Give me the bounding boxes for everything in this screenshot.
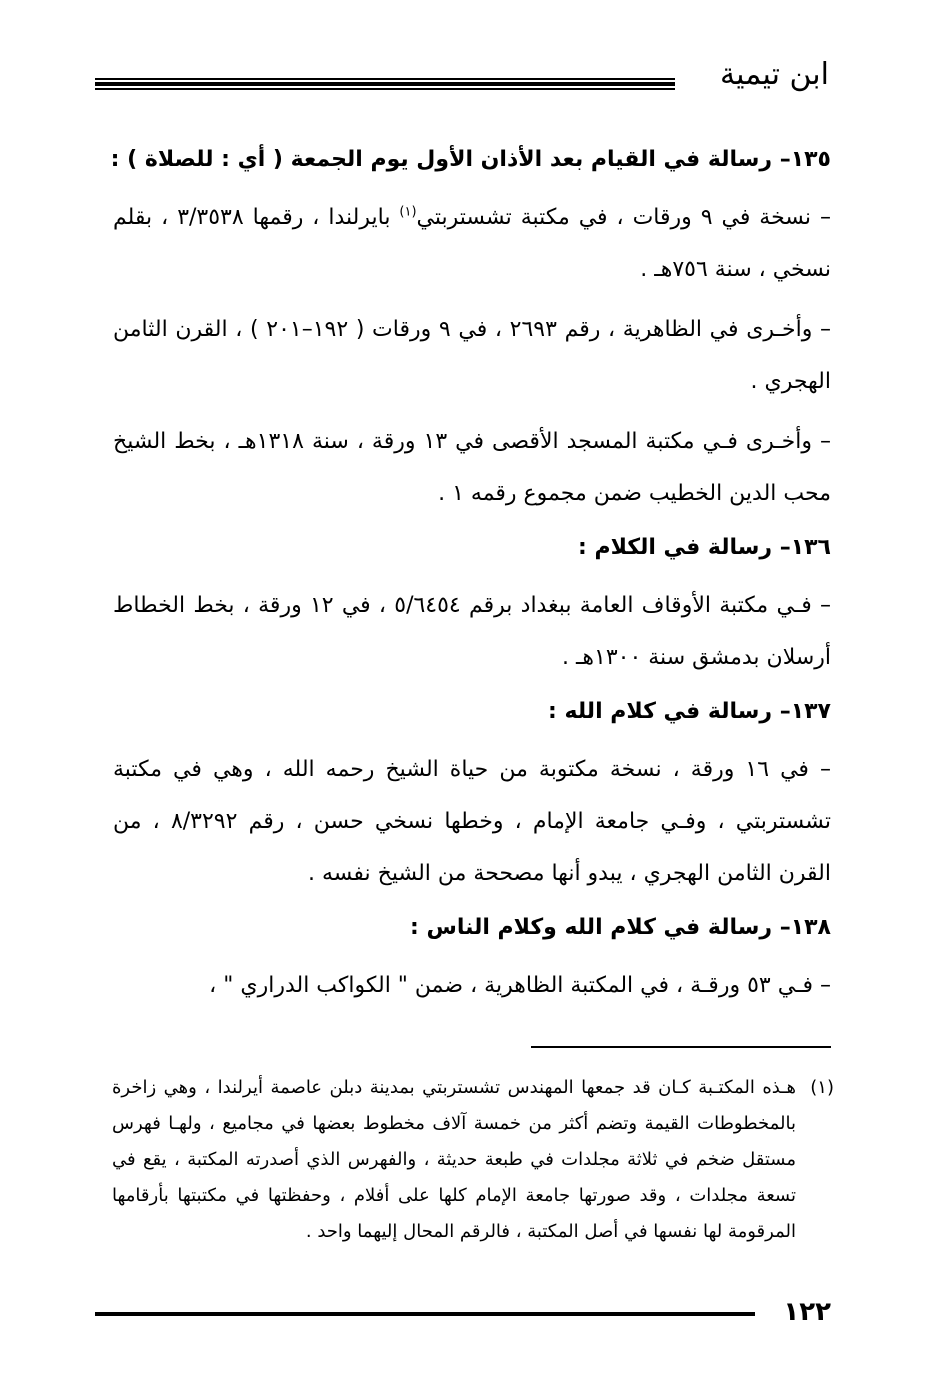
footnote xyxy=(112,1070,834,1250)
entry-paragraph: – وأخـرى فـي مكتبة المسجد الأقصى في ١٣ ورقة ، سنة ١٣١٨هـ ، بخط الشيخ محب الدين الخطيب ضمن مجموع رقمه ١ . xyxy=(113,429,831,506)
header-rule-line xyxy=(95,82,675,86)
footnotes xyxy=(112,1070,834,1250)
entry-heading: ١٣٥– رسالة في القيام بعد الأذان الأول يوم الجمعة ( أي : للصلاة ) : xyxy=(110,147,831,172)
entry-135 xyxy=(110,140,832,520)
entry-paragraph xyxy=(113,192,831,296)
entry-heading: ١٣٨– رسالة في كلام الله وكلام الناس : xyxy=(410,915,831,940)
footnote-reference: (١) xyxy=(399,204,417,220)
header-rule xyxy=(95,78,675,90)
running-header-title: ابن تيمية xyxy=(720,57,829,92)
page-number: ١٢٢ xyxy=(783,1297,831,1327)
footnote-separator xyxy=(531,1046,831,1048)
paragraph-text: – نسخة في ٩ ورقات ، في مكتبة تشستربتي xyxy=(416,205,832,230)
entry-paragraph: – وأخـرى في الظاهرية ، رقم ٢٦٩٣ ، في ٩ ورقات ( ١٩٢–٢٠١ ) ، القرن الثامن الهجري . xyxy=(113,317,831,394)
entry-136 xyxy=(113,528,831,684)
paragraph-text: بايرلندا ، رقمها ٣/٣٥٣٨ ، بقلم نسخي ، سنة ٧٥٦هـ . xyxy=(113,205,831,282)
entry-paragraph: – فـي مكتبة الأوقاف العامة ببغداد برقم ٥/٦٤٥٤ ، في ١٢ ورقة ، بخط الخطاط أرسلان بدمشق سنة ١٣٠٠هـ . xyxy=(113,593,831,670)
footer-rule xyxy=(95,1312,755,1316)
header-rule-line xyxy=(95,78,675,80)
footnote-text: هـذه المكتـبة كـان قد جمعها المهندس تشستربتي بمدينة دبلن عاصمة أيرلندا ، وهي زاخرة بالمخطوطات القيمة وتضم أكثر من خمسة آلاف مخطوط بعضها في مجاميع ، ولهـا فهرس مستقل ضخم في ثلاثة مجلدات في طبعة حديثة ، والفهرس الذي أصدرته المكتبة ، يقع في تسعة مجلدات ، وقد صورتها جامعة الإمام كلها على أفلام ، وحفظتها في مكتبتها بأرقامها المرقومة لها نفسها في أصل المكتبة ، فالرقم المحال إليهما واحد . xyxy=(112,1077,796,1242)
footnote-number: (١) xyxy=(810,1077,834,1098)
entry-heading: ١٣٧– رسالة في كلام الله : xyxy=(548,699,831,724)
header-rule-line xyxy=(95,88,675,90)
entry-paragraph: – في ١٦ ورقة ، نسخة مكتوبة من حياة الشيخ رحمه الله ، وهي في مكتبة تشستربتي ، وفـي جامعة الإمام ، وخطها نسخي حسن ، رقم ٨/٣٢٩٢ ، من القرن الثامن الهجري ، يبدو أنها مصححة من الشيخ نفسه . xyxy=(113,757,832,886)
entry-137 xyxy=(113,692,831,900)
entry-paragraph: – فـي ٥٣ ورقـة ، في المكتبة الظاهرية ، ضمن " الكواكب الدراري " ، xyxy=(209,973,831,998)
main-text xyxy=(110,140,832,1020)
entry-heading: ١٣٦– رسالة في الكلام : xyxy=(578,535,831,560)
entry-138 xyxy=(113,908,831,1012)
